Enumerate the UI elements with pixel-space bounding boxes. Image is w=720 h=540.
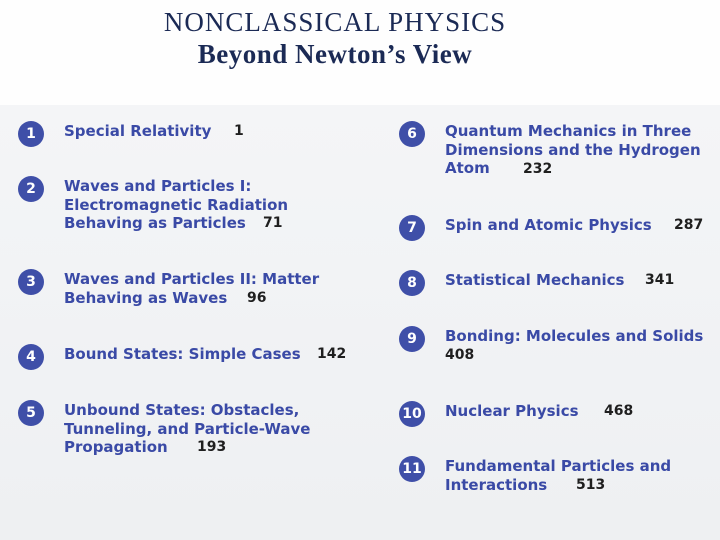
chapter-title-line: Propagation [64, 438, 168, 456]
chapter-number-badge: 1 [18, 121, 44, 147]
chapter-number-badge: 2 [18, 176, 44, 202]
chapter-title-line: Spin and Atomic Physics [445, 216, 652, 234]
chapter-page-number: 71 [263, 215, 283, 231]
chapter-title-line: Special Relativity [64, 122, 212, 140]
page-subtitle: Beyond Newton’s View [197, 39, 473, 69]
chapter-page-number: 287 [674, 217, 704, 233]
chapter-title-line: Interactions [445, 475, 548, 494]
chapter-title-line: Bonding: Molecules and Solids [445, 327, 704, 345]
chapter-number-badge: 6 [399, 121, 425, 147]
chapter-title-line: Tunneling, and Particle-Wave [64, 419, 311, 438]
chapter-page-number: 1 [234, 123, 244, 139]
chapter-title-line: Statistical Mechanics [445, 271, 625, 289]
chapter-title-line: Behaving as Particles [64, 214, 246, 232]
chapter-title-line: Atom [445, 159, 490, 177]
page-title: NONCLASSICAL PHYSICS [163, 7, 507, 37]
chapter-number-badge: 7 [399, 215, 425, 241]
chapter-number-badge: 3 [18, 269, 44, 295]
chapter-number-badge: 4 [18, 344, 44, 370]
chapter-title-line: Electromagnetic Radiation [64, 195, 289, 214]
chapter-page-number: 341 [645, 272, 675, 288]
chapter-page-number: 96 [247, 290, 267, 306]
chapter-page-number: 193 [197, 439, 227, 455]
chapter-title-line: Behaving as Waves [64, 288, 228, 307]
title-block [0, 6, 670, 70]
chapter-title-line: Waves and Particles II: Matter [64, 270, 320, 288]
chapter-title-line: Bound States: Simple Cases [64, 345, 301, 363]
chapter-title-line: Quantum Mechanics in Three [445, 122, 692, 140]
chapter-number-badge: 11 [399, 456, 425, 482]
chapter-page-number: 142 [317, 346, 347, 362]
chapter-title-line: Unbound States: Obstacles, [64, 401, 300, 419]
chapter-page-number: 513 [576, 477, 606, 493]
chapter-number-badge: 5 [18, 400, 44, 426]
chapter-number-badge: 9 [399, 326, 425, 352]
chapter-title-line: Dimensions and the Hydrogen [445, 140, 701, 159]
chapter-title-line: Waves and Particles I: [64, 177, 252, 195]
chapter-page-number: 468 [604, 403, 634, 419]
chapter-title-line: Fundamental Particles and [445, 457, 672, 475]
chapter-number-badge: 8 [399, 270, 425, 296]
chapter-title-line: Nuclear Physics [445, 402, 579, 420]
chapter-page-number: 408 [445, 347, 475, 363]
chapter-number-badge: 10 [399, 401, 425, 427]
chapter-page-number: 232 [523, 161, 553, 177]
